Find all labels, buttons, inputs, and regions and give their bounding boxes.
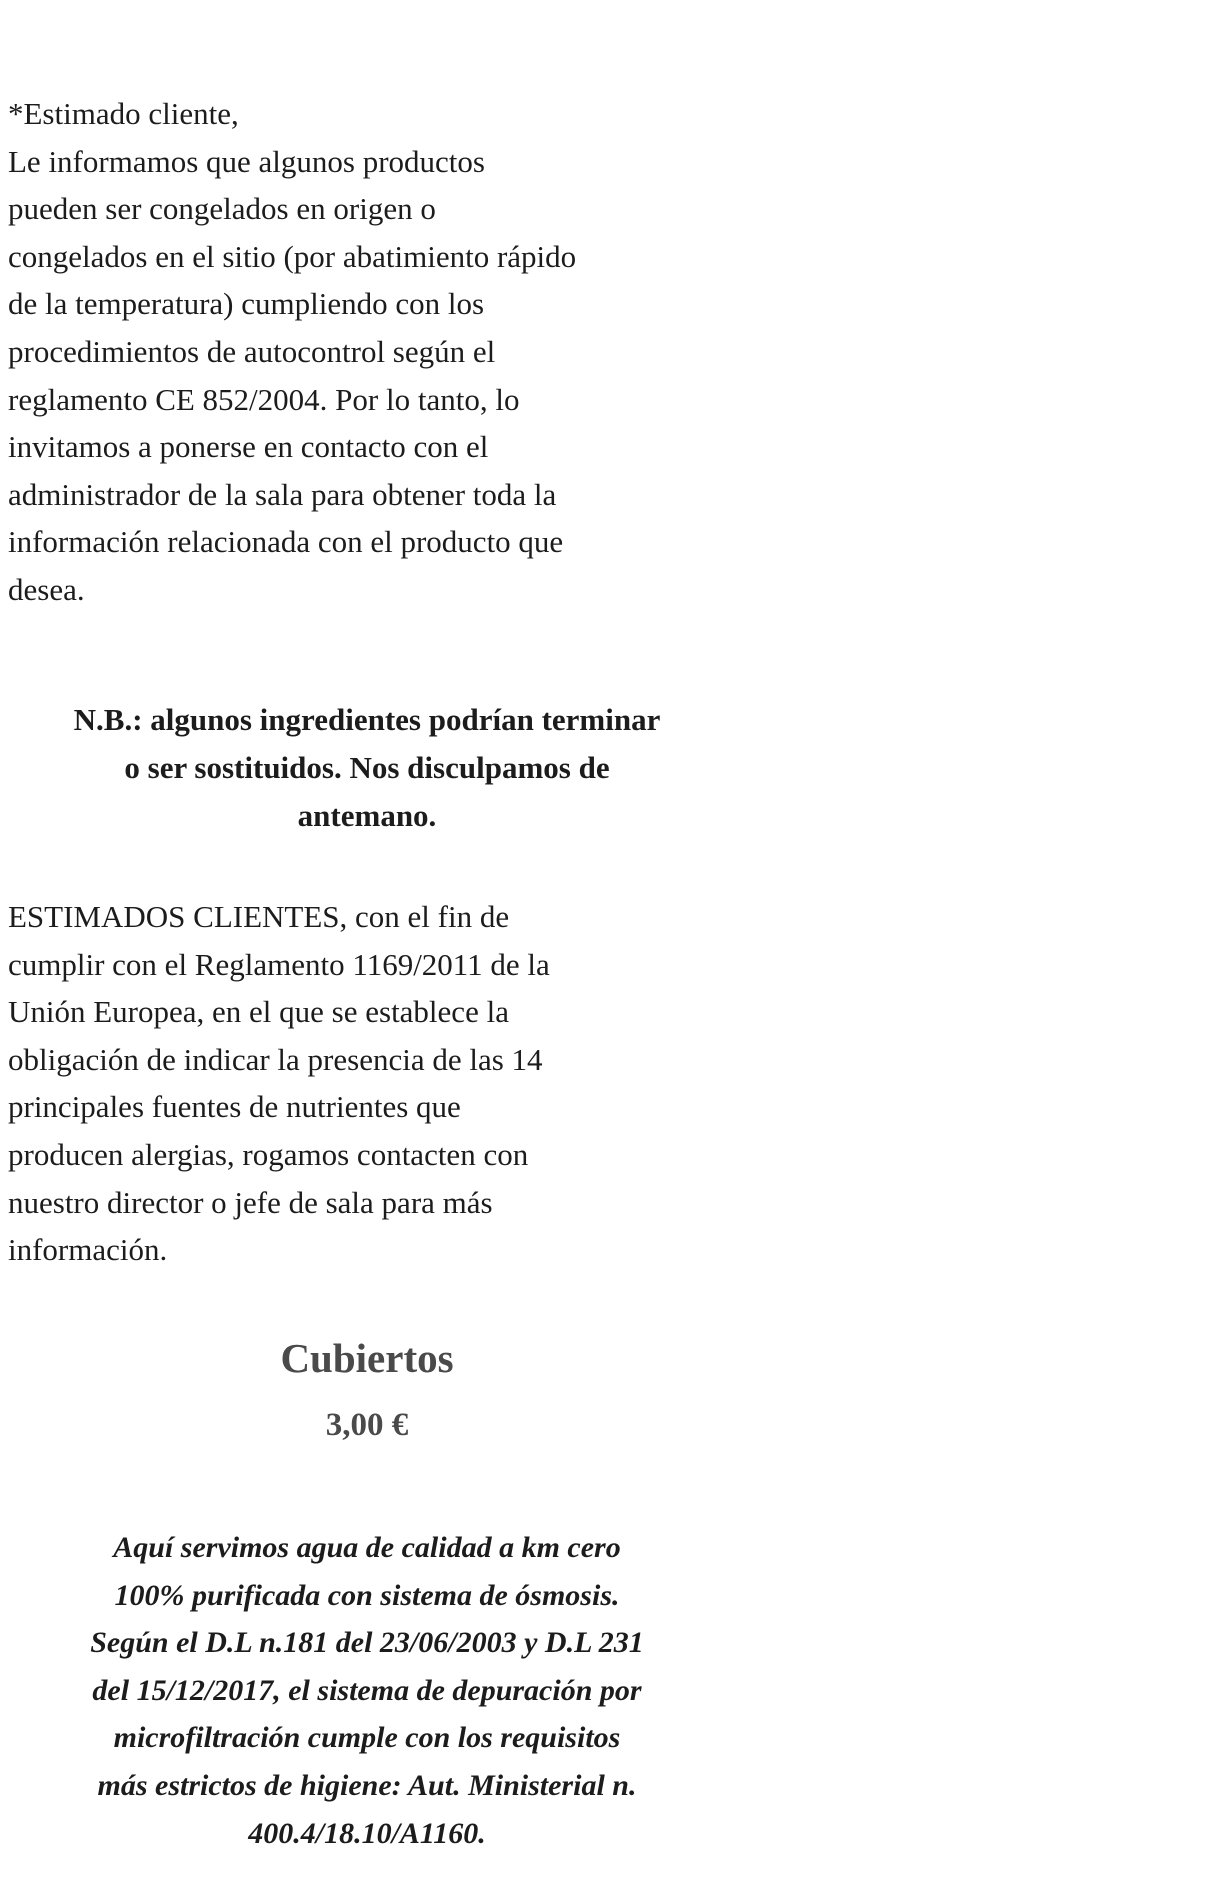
water-line: Aquí servimos agua de calidad a km cero xyxy=(113,1531,621,1564)
nb-line: N.B.: algunos ingredientes podrían terminar xyxy=(73,702,661,737)
water-line: más estrictos de higiene: Aut. Ministerial n. xyxy=(97,1768,637,1802)
notice-line: Le informamos que algunos productos xyxy=(8,143,485,179)
ingredients-nb-notice xyxy=(0,696,734,840)
notice-line: procedimientos de autocontrol según el xyxy=(8,333,496,369)
notice-line: principales fuentes de nutrientes que xyxy=(8,1089,461,1125)
notice-line: Unión Europea, en el que se establece la xyxy=(8,994,509,1030)
notice-line: nuestro director o jefe de sala para más xyxy=(8,1184,493,1220)
notice-line: desea. xyxy=(8,571,85,607)
notice-line: información. xyxy=(8,1232,168,1268)
notice-line: información relacionada con el producto que xyxy=(8,524,564,560)
notice-line: invitamos a ponerse en contacto con el xyxy=(8,429,489,465)
cover-charge-price: 3,00 € xyxy=(325,1407,409,1443)
notice-line: ESTIMADOS CLIENTES, con el fin de xyxy=(8,899,510,934)
notice-line: de la temperatura) cumpliendo con los xyxy=(8,286,485,322)
water-line: 400.4/18.10/A1160. xyxy=(248,1816,486,1850)
frozen-products-notice xyxy=(8,90,728,614)
water-line: microfiltración cumple con los requisitos xyxy=(113,1721,621,1755)
nb-line: antemano. xyxy=(297,798,437,833)
water-line: del 15/12/2017, el sistema de depuración por xyxy=(92,1673,642,1707)
notice-line: reglamento CE 852/2004. Por lo tanto, lo xyxy=(8,381,520,417)
allergens-notice xyxy=(8,893,728,1274)
water-quality-notice xyxy=(0,1524,734,1857)
notice-line: obligación de indicar la presencia de las 14 xyxy=(8,1041,543,1077)
notice-line: administrador de la sala para obtener toda la xyxy=(8,476,557,512)
notice-line: *Estimado cliente, xyxy=(8,96,239,131)
notice-line: pueden ser congelados en origen o xyxy=(8,191,436,227)
nb-line: o ser sostituidos. Nos disculpamos de xyxy=(124,750,610,785)
notice-line: cumplir con el Reglamento 1169/2011 de la xyxy=(8,946,550,982)
water-line: 100% purificada con sistema de ósmosis. xyxy=(114,1578,620,1612)
cover-charge-title: Cubiertos xyxy=(280,1335,454,1381)
notice-line: congelados en el sitio (por abatimiento rápido xyxy=(8,238,577,274)
water-line: Según el D.L n.181 del 23/06/2003 y D.L 231 xyxy=(90,1626,644,1660)
notice-line: producen alergias, rogamos contacten con xyxy=(8,1136,529,1172)
